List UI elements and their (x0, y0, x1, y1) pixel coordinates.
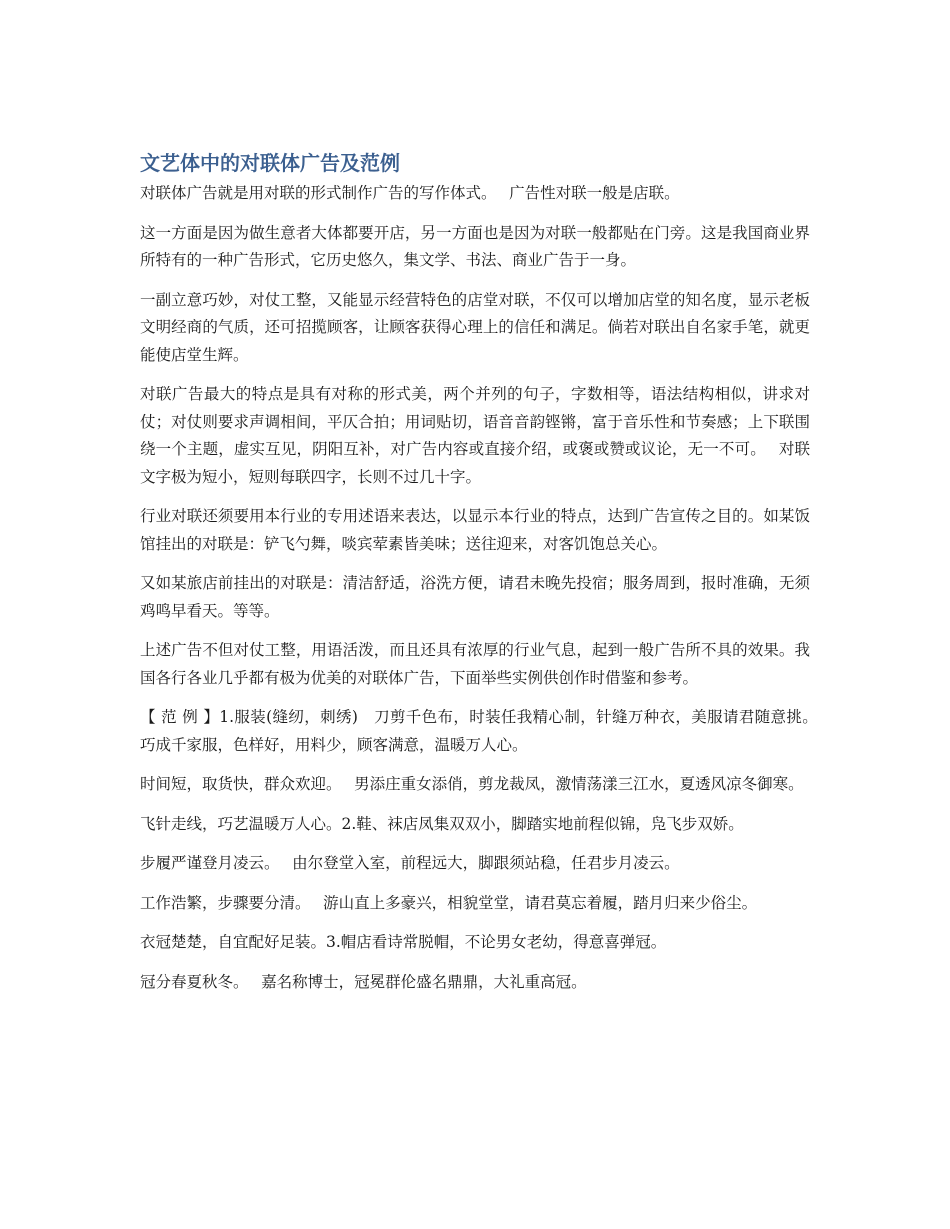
paragraph-12: 工作浩繁，步骤要分清。 游山直上多豪兴，相貌堂堂，请君莫忘着履，踏月归来少俗尘。 (140, 893, 758, 912)
paragraph-13-example-hats: 衣冠楚楚，自宜配好足装。3.帽店看诗常脱帽，不论男女老幼，得意喜弹冠。 (140, 933, 667, 951)
paragraph-8-example-clothing: 【 范 例 】1.服装(缝纫，刺绣) 刀剪千色布，时装任我精心制，针缝万种衣，美服请君随意挑。 巧成千家服，色样好，用料少，顾客满意，温暖万人心。 (140, 708, 831, 754)
paragraph-14: 冠分春夏秋冬。 嘉名称博士，冠冕群伦盛名鼎鼎，大礼重高冠。 (140, 972, 587, 991)
paragraph-1: 对联体广告就是用对联的形式制作广告的写作体式。 广告性对联一般是店联。 (140, 184, 680, 202)
paragraph-5: 行业对联还须要用本行业的专用述语来表达，以显示本行业的特点，达到广告宣传之目的。如某饭馆挂出的对联是：铲飞勺舞，啖宾荤素皆美味；送往迎来，对客饥饱总关心。 (140, 507, 810, 553)
paragraph-11: 步履严谨登月凌云。 由尔登堂入室，前程远大，脚跟须站稳，任君步月凌云。 (140, 854, 680, 872)
paragraph-6: 又如某旅店前挂出的对联是：清洁舒适，浴洗方便，请君未晚先投宿；服务周到，报时准确，无须鸡鸣早看天。等等。 (140, 574, 810, 620)
paragraph-10-example-shoes: 飞针走线，巧艺温暖万人心。2.鞋、袜店凤集双双小，脚踏实地前程似锦，凫飞步双娇。 (140, 814, 744, 833)
paragraph-3: 一副立意巧妙，对仗工整，又能显示经营特色的店堂对联，不仅可以增加店堂的知名度，显示老板文明经商的气质，还可招揽顾客，让顾客获得心理上的信任和满足。倘若对联出自名家手笔，就更能使店堂生辉。 (140, 290, 810, 364)
paragraph-2: 这一方面是因为做生意者大体都要开店，另一方面也是因为对联一般都贴在门旁。这是我国商业界所特有的一种广告形式，它历史悠久，集文学、书法、商业广告于一身。 (140, 223, 810, 269)
paragraph-9: 时间短，取货快，群众欢迎。 男添庄重女添俏，剪龙裁凤，激情荡漾三江水，夏透风凉冬御寒。 (140, 775, 804, 793)
document-page (140, 148, 831, 1008)
paragraph-4: 对联广告最大的特点是具有对称的形式美，两个并列的句子，字数相等，语法结构相似，讲求对仗；对仗则要求声调相间，平仄合拍；用词贴切，语音音韵铿锵，富于音乐性和节奏感；上下联围绕一个主题，虚实互见，阴阳互补，对广告内容或直接介绍，或褒或赞或议论，无一不可。 对联文字极为短小，短则每联四字，长则不过几十字。 (140, 385, 810, 486)
paragraph-7: 上述广告不但对仗工整，用语活泼，而且还具有浓厚的行业气息，起到一般广告所不具的效果。我国各行各业几乎都有极为优美的对联体广告，下面举些实例供创作时借鉴和参考。 (140, 641, 810, 687)
document-title: 文艺体中的对联体广告及范例 (140, 151, 400, 175)
